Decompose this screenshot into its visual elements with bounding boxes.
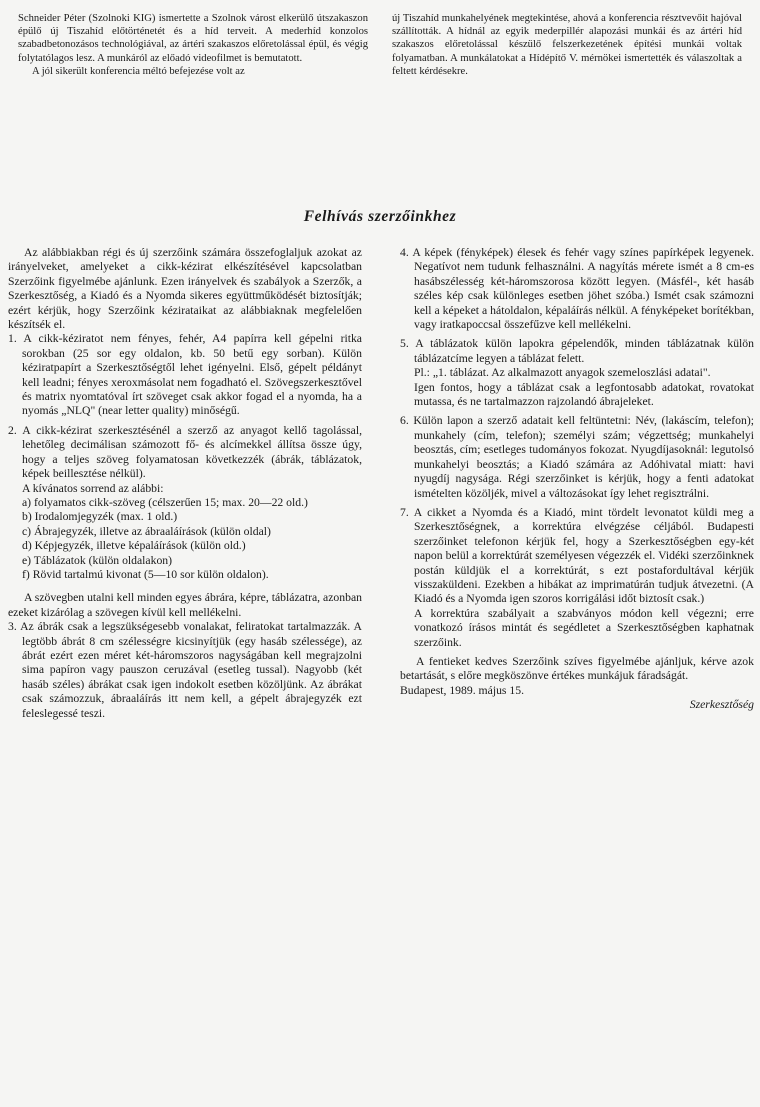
order-intro: A kívánatos sorrend az alábbi: <box>22 481 164 495</box>
order-item: e) Táblázatok (külön oldalakon) <box>22 553 173 567</box>
report-paragraph: A jól sikerült konferencia méltó befejezése volt az <box>32 65 245 77</box>
closing-paragraph: A fentieket kedves Szerzőink szíves figyelmébe ajánljuk, kérve azok betartását, s előre megköszönve értékes munkájuk fáradságát. <box>400 654 754 683</box>
guideline-item-3: 3. Az ábrák csak a legszükségesebb vonalakat, feliratokat tartalmazzák. A legtöbb ábrát 8 cm szélességre kicsinyítjük (egy hasáb szélessége), az ábrát ezért ezen méret két-háromszoros nagyságában kell megrajzolni sima papíron vagy pauszon ceruzával (esetleg tussal). Nagyobb (két hasáb széles) ábrákat csak igen indokolt esetben közöljünk. Az ábrákat csak számozzuk, ábraaláírás itt nem kell, a gépelt ábrajegyzék ezt feleslegessé teszi. <box>8 620 362 720</box>
order-item: f) Rövid tartalmú kivonat (5—10 sor külön oldalon). <box>22 567 269 581</box>
intro-paragraph: Az alábbiakban régi és új szerzőink számára összefoglaljuk azokat az irányelveket, amelyeket a cikk-kézirat elkészítésével kapcsolatban Szerzőink figyelmébe ajánlunk. Ezen irányelvek és szabályok a Szerzők, a Szerkesztőség, a Kiadó és a Nyomda sikeres együttműködését biztosítják; ezért kérjük, hogy Szerzőink kézirataikat az alábbiaknak megfelelően készítsék el. <box>8 246 362 332</box>
signature: Szerkesztőség <box>689 698 754 712</box>
article-left-column <box>8 246 362 721</box>
conference-report <box>18 12 742 78</box>
proofreading-note: A korrektúra szabályait a szabványos módon kell végezni; erre vonatkozó írásos mintát és segédletet a Szerkesztőségben kaphatnak szerzőink. <box>414 606 754 649</box>
report-right-column <box>392 12 742 78</box>
article-body <box>8 246 754 721</box>
order-item: b) Irodalomjegyzék (max. 1 old.) <box>22 510 178 524</box>
table-note: Igen fontos, hogy a táblázat csak a legfontosabb adatokat, rovatokat mutassa, és ne tartalmazzon rajzolandó ábrajeleket. <box>414 380 754 409</box>
guideline-item-1: 1. A cikk-kéziratot nem fényes, fehér, A4 papírra kell gépelni ritka sorokban (25 sor egy oldalon, kb. 50 betű egy sorban). Külön kéziratpapírt a Szerkesztőségtől lehet igényelni. Első, gépelt példányt kell leadni; fényes xeroxmásolat nem fogadható el. Szövegszerkesztővel és matrix nyomtatóval írt szöveget csak akkor fogad el a nyomda, ha a nyomás „NLQ" (near letter quality) minőségű. <box>8 332 362 418</box>
figures-note: A szövegben utalni kell minden egyes ábrára, képre, táblázatra, azonban ezeket kizárólag a szövegen kívül kell mellékelni. <box>8 591 362 619</box>
guideline-item-5: 5. A táblázatok külön lapokra gépelendők, minden táblázatnak külön táblázatcíme legyen a táblázat felett. <box>400 337 754 365</box>
guideline-item-2: 2. A cikk-kézirat szerkesztésénél a szerző az anyagot kellő tagolással, lehetőleg decimálisan számozott fő- és alcímekkel állítsa össze úgy, hogy a teljes szöveg folyamatosan következzék (ábrák, táblázatok, képek beillesztése nélkül). <box>8 423 362 481</box>
guideline-item-7: 7. A cikket a Nyomda és a Kiadó, mint tördelt levonatot küldi meg a Szerkesztőségnek, a korrektúra elvégzése céljából. Budapesti szerzőinket telefonon kérjük fel, hogy a Szerkesztőségben egy-két napon belül a korrektúrát személyesen végezzék el. Vidéki szerzőinknek postán küldjük el a korrektúrát, s ezt postafordultával kérjük visszaküldeni. Ezekben a hibákat az imprimatúrán tudjuk átvezetni. (A Kiadó és a Nyomda igen szoros korrigálási időt biztosít csak.) <box>400 505 754 606</box>
order-item: a) folyamatos cikk-szöveg (célszerűen 15; max. 20—22 old.) <box>22 495 308 509</box>
article-right-column <box>400 246 754 721</box>
report-paragraph: új Tiszahíd munkahelyének megtekintése, ahová a konferencia résztvevőit hajóval szállították. A hídnál az egyik mederpillér alapozási munkái és az ártéri híd szakaszos előretolással készülő felszerkezetének építési munkái voltak folyamatban. A munkálatokat a Hídépítő V. mérnökei ismertették és válaszoltak a feltett kérdésekre. <box>392 13 742 77</box>
place-date: Budapest, 1989. május 15. <box>400 683 525 697</box>
guideline-item-6: 6. Külön lapon a szerző adatait kell feltüntetni: Név, (lakáscím, telefon); munkahely (cím, telefon); személyi szám; végzettség; munkahelyi beosztás, cím; esetleges tudományos fokozat. Nyugdíjasoknál: legutolsó munkahelyi beosztás; a Kiadó számára az Adóhivatal miatt: havi nyugdíj nagysága. Régi szerzőinket is kérjük, hogy a fenti adatokat ismételten közöljék, mivel a változásokat így lehet regisztrálni. <box>400 414 754 500</box>
order-item: d) Képjegyzék, illetve képaláírások (külön old.) <box>22 539 246 553</box>
guideline-item-4: 4. A képek (fényképek) élesek és fehér vagy színes papírképek legyenek. Negatívot nem tudunk felhasználni. A nagyítás mérete ismét a 8 cm-es hasábszélesség két-háromszorosa között legyen. (Másfél-, két hasáb széles kép csak különleges esetben jöhet szóba.) Ismét csak számozni kell a képeket a hátoldalon, képaláírás nélkül. A fényképeket borítékban, vagy iratkapoccsal összefűzve kell mellékelni. <box>400 246 754 332</box>
report-left-column <box>18 12 368 78</box>
report-paragraph: Schneider Péter (Szolnoki KIG) ismertette a Szolnok várost elkerülő útszakaszon épülő új Tiszahíd előtörténetét és a híd terveit. A mederhíd konzolos szabadbetonozásos technológiával, az ártéri szakaszos előretolással épül, és végig folytatólagos lesz. A munkáról az előadó videofilmet is bemutatott. <box>18 13 368 64</box>
order-item: c) Ábrajegyzék, illetve az ábraaláírások (külön oldal) <box>22 524 271 538</box>
article-title: Felhívás szerzőinkhez <box>303 208 457 225</box>
table-example: Pl.: „1. táblázat. Az alkalmazott anyagok szemeloszlási adatai". <box>414 366 711 380</box>
